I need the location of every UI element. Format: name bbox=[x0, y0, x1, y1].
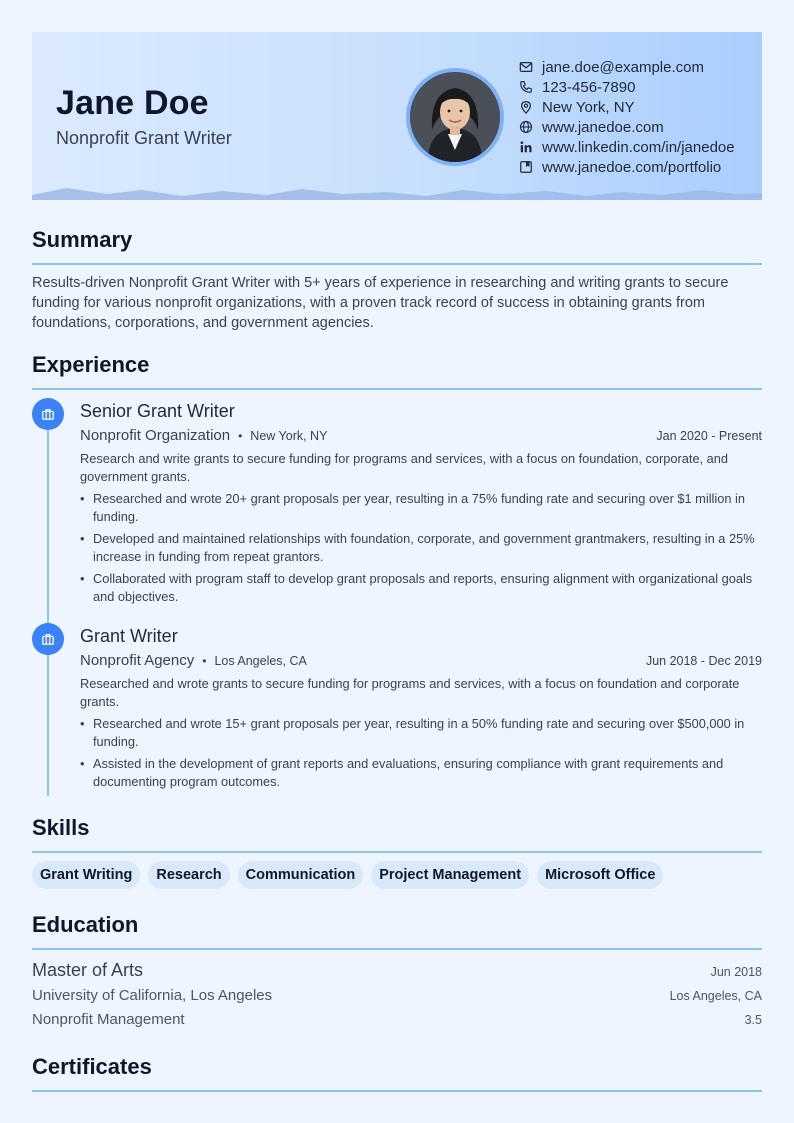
education-degree: Master of Arts bbox=[32, 960, 144, 980]
job-description: Research and write grants to secure funding for programs and services, with a focus on foundation, corporate, and government grants. bbox=[80, 451, 729, 484]
envelope-icon bbox=[518, 59, 534, 75]
job-bullet: • Collaborated with program staff to develop grant proposals and reports, ensuring alignment with organizational goals and objectives. bbox=[80, 570, 762, 606]
job-description: Researched and wrote grants to secure funding for programs and services, with a focus on foundation and corporate grants. bbox=[80, 676, 740, 709]
education-divider bbox=[32, 948, 762, 950]
education-degree-row bbox=[32, 960, 762, 981]
linkedin-icon bbox=[518, 139, 534, 155]
contact-phone[interactable] bbox=[518, 77, 735, 97]
contact-portfolio[interactable] bbox=[518, 157, 735, 177]
job-bullet: • Developed and maintained relationships with foundation, corporate, and government grantmakers, resulting in a 25% increase in funding from repeat grantors. bbox=[80, 530, 762, 566]
experience-timeline bbox=[47, 412, 49, 796]
contact-phone-text: 123-456-7890 bbox=[542, 78, 636, 96]
summary-divider bbox=[32, 263, 762, 265]
profile-photo bbox=[406, 68, 504, 166]
skill-chip: Communication bbox=[238, 861, 364, 889]
job-meta bbox=[80, 649, 762, 673]
job-dates: Jan 2020 - Present bbox=[656, 429, 762, 443]
separator-dot: • bbox=[202, 654, 207, 668]
job-title: Senior Grant Writer bbox=[80, 401, 235, 421]
briefcase-icon bbox=[41, 632, 55, 646]
skill-chip: Grant Writing bbox=[32, 861, 140, 889]
summary-text: Results-driven Nonprofit Grant Writer with 5+ years of experience in researching and writing grants to secure funding for various nonprofit organizations, with a proven track record of success in obtaining grants from foundations, corporations, and government agencies. bbox=[32, 275, 729, 331]
job-bullet: • Researched and wrote 15+ grant proposals per year, resulting in a 50% funding rate and securing over $500,000 in funding. bbox=[80, 715, 762, 751]
job-title: Grant Writer bbox=[80, 626, 178, 646]
job-organization: Nonprofit Agency bbox=[80, 652, 195, 669]
skills-list bbox=[32, 861, 671, 889]
certificates-divider bbox=[32, 1090, 762, 1092]
contact-list bbox=[518, 57, 735, 177]
education-heading: Education bbox=[32, 912, 139, 937]
job-bullets bbox=[80, 715, 762, 791]
education-field: Nonprofit Management bbox=[32, 1011, 185, 1028]
certificates-heading: Certificates bbox=[32, 1054, 152, 1079]
education-school: University of California, Los Angeles bbox=[32, 987, 273, 1004]
phone-icon bbox=[518, 79, 534, 95]
job-dates: Jun 2018 - Dec 2019 bbox=[645, 654, 762, 668]
candidate-name: Jane Doe bbox=[56, 84, 209, 122]
skills-divider bbox=[32, 851, 762, 853]
contact-email[interactable] bbox=[518, 57, 735, 77]
skill-chip: Microsoft Office bbox=[537, 861, 663, 889]
contact-linkedin[interactable] bbox=[518, 137, 735, 157]
separator-dot: • bbox=[238, 429, 243, 443]
job-bullets bbox=[80, 490, 762, 606]
experience-divider bbox=[32, 388, 762, 390]
contact-email-text: jane.doe@example.com bbox=[542, 58, 704, 76]
job-location: Los Angeles, CA bbox=[214, 654, 307, 668]
skill-chip: Research bbox=[148, 861, 229, 889]
job-meta bbox=[80, 424, 762, 448]
portfolio-icon bbox=[518, 159, 534, 175]
education-field-row bbox=[32, 1011, 762, 1028]
candidate-title: Nonprofit Grant Writer bbox=[56, 128, 232, 148]
resume-header bbox=[32, 32, 762, 200]
globe-icon bbox=[518, 119, 534, 135]
summary-heading: Summary bbox=[32, 227, 133, 252]
experience-heading: Experience bbox=[32, 352, 150, 377]
contact-linkedin-text: www.linkedin.com/in/janedoe bbox=[542, 138, 735, 156]
experience-item bbox=[80, 623, 762, 795]
education-school-row bbox=[32, 987, 762, 1004]
job-organization: Nonprofit Organization bbox=[80, 427, 231, 444]
contact-portfolio-text: www.janedoe.com/portfolio bbox=[542, 158, 722, 176]
job-bullet: • Assisted in the development of grant reports and evaluations, ensuring compliance with grant requirements and documenting program outcomes. bbox=[80, 755, 762, 791]
job-marker bbox=[32, 398, 64, 430]
contact-location-text: New York, NY bbox=[542, 98, 635, 116]
job-bullet: • Researched and wrote 20+ grant proposals per year, resulting in a 75% funding rate and securing over $1 million in funding. bbox=[80, 490, 762, 526]
header-mountain-decoration bbox=[32, 184, 762, 200]
skill-chip: Project Management bbox=[371, 861, 529, 889]
education-date: Jun 2018 bbox=[710, 965, 762, 979]
experience-item bbox=[80, 398, 762, 610]
briefcase-icon bbox=[41, 407, 55, 421]
education-gpa: 3.5 bbox=[744, 1013, 762, 1027]
contact-website[interactable] bbox=[518, 117, 735, 137]
skills-heading: Skills bbox=[32, 815, 90, 840]
education-location: Los Angeles, CA bbox=[669, 989, 762, 1003]
job-marker bbox=[32, 623, 64, 655]
job-location: New York, NY bbox=[250, 429, 328, 443]
location-pin-icon bbox=[518, 99, 534, 115]
contact-location bbox=[518, 97, 735, 117]
contact-website-text: www.janedoe.com bbox=[542, 118, 664, 136]
